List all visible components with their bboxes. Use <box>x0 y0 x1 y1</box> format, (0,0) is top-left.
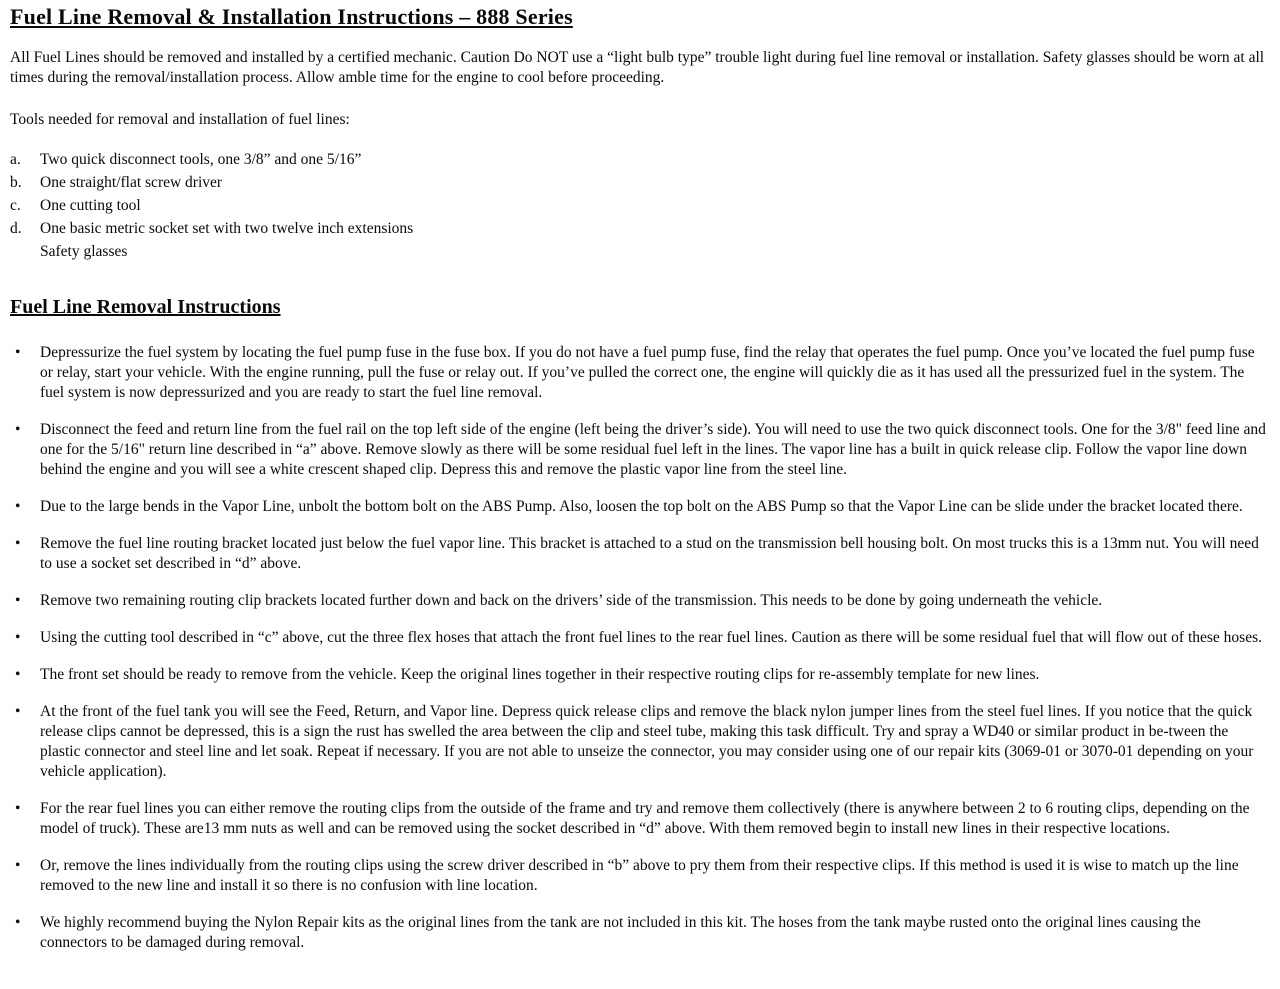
step-item <box>10 534 1266 574</box>
bullet-icon: • <box>15 629 21 646</box>
step-item <box>10 799 1266 839</box>
step-text: Remove two remaining routing clip brackets located further down and back on the drivers’ side of the transmission. This needs to be done by going underneath the vehicle. <box>40 592 1103 609</box>
tool-text: Two quick disconnect tools, one 3/8” and one 5/16” <box>40 151 362 168</box>
step-text: Disconnect the feed and return line from the fuel rail on the top left side of the engine (left being the driver’s side). You will need to use the two quick disconnect tools. One for the 3/8" feed line and one for the 5/16" return line described in “a” above. Remove slowly as there will be some residual fuel left in the lines. The vapor line has a built in quick release clip. Follow the vapor line down behind the engine and you will see a white crescent shaped clip. Depress this and remove the plastic vapor line from the steel line. <box>40 421 1266 478</box>
bullet-icon: • <box>15 857 21 874</box>
step-text: We highly recommend buying the Nylon Repair kits as the original lines from the tank are not included in this kit. The hoses from the tank maybe rusted onto the original lines causing the connectors to be damaged during removal. <box>40 914 1201 951</box>
page-title: Fuel Line Removal & Installation Instructions – 888 Series <box>10 4 573 29</box>
bullet-icon: • <box>15 800 21 817</box>
tool-item <box>10 173 1266 193</box>
step-item <box>10 497 1266 517</box>
tool-continuation: Safety glasses <box>40 243 128 260</box>
step-text: Or, remove the lines individually from the routing clips using the screw driver described in “b” above to pry them from their respective clips. If this method is used it is wise to match up the line removed to the new line and install it so there is no confusion with line location. <box>40 857 1239 894</box>
step-item <box>10 343 1266 403</box>
tool-item <box>10 196 1266 216</box>
tool-marker: b. <box>10 174 22 191</box>
document-page <box>10 4 1266 953</box>
step-text: For the rear fuel lines you can either remove the routing clips from the outside of the frame and try and remove them collectively (there is anywhere between 2 to 6 routing clips, depending on the model of truck). These are13 mm nuts as well and can be removed using the socket described in “d” above. With them removed begin to install new lines in their respective locations. <box>40 800 1250 837</box>
bullet-icon: • <box>15 703 21 720</box>
tool-text: One straight/flat screw driver <box>40 174 223 191</box>
tools-list <box>10 150 1266 262</box>
step-text: Depressurize the fuel system by locating the fuel pump fuse in the fuse box. If you do not have a fuel pump fuse, find the relay that operates the fuel pump. Once you’ve located the fuel pump fuse or relay, start your vehicle. With the engine running, pull the fuse or relay out. If you’ve pulled the correct one, the engine will quickly die as it has used all the pressurized fuel in the system. The fuel system is now depressurized and you are ready to start the fuel line removal. <box>40 344 1255 401</box>
step-item <box>10 665 1266 685</box>
bullet-icon: • <box>15 344 21 361</box>
intro-paragraph: All Fuel Lines should be removed and installed by a certified mechanic. Caution Do NOT use a “light bulb type” trouble light during fuel line removal or installation. Safety glasses should be worn at all times during the removal/installation process. Allow amble time for the engine to cool before proceeding. <box>10 49 1265 86</box>
step-text: At the front of the fuel tank you will see the Feed, Return, and Vapor line. Depress quick release clips and remove the black nylon jumper lines from the steel fuel lines. If you notice that the quick release clips cannot be depressed, this is a sign the rust has swelled the area between the clip and steel tube, making this task difficult. Try and spray a WD40 or similar product in be-tween the plastic connector and steel line and let soak. Repeat if necessary. If you are not able to unseize the connector, you may consider using one of our repair kits (3069-01 or 3070-01 depending on your vehicle application). <box>40 703 1254 780</box>
bullet-icon: • <box>15 498 21 515</box>
step-text: Remove the fuel line routing bracket located just below the fuel vapor line. This bracket is attached to a stud on the transmission bell housing bolt. On most trucks this is a 13mm nut. You will need to use a socket set described in “d” above. <box>40 535 1259 572</box>
step-item <box>10 591 1266 611</box>
bullet-icon: • <box>15 592 21 609</box>
tool-text: One basic metric socket set with two twelve inch extensions <box>40 220 414 237</box>
step-item <box>10 856 1266 896</box>
step-text: Due to the large bends in the Vapor Line, unbolt the bottom bolt on the ABS Pump. Also, loosen the top bolt on the ABS Pump so that the Vapor Line can be slide under the bracket located there. <box>40 498 1243 515</box>
bullet-icon: • <box>15 666 21 683</box>
step-text: The front set should be ready to remove from the vehicle. Keep the original lines together in their respective routing clips for re-assembly template for new lines. <box>40 666 1040 683</box>
step-item <box>10 628 1266 648</box>
step-item <box>10 702 1266 782</box>
tool-item <box>10 219 1266 239</box>
bullet-icon: • <box>15 914 21 931</box>
step-text: Using the cutting tool described in “c” above, cut the three flex hoses that attach the front fuel lines to the rear fuel lines. Caution as there will be some residual fuel that will flow out of these hoses. <box>40 629 1262 646</box>
tool-text: One cutting tool <box>40 197 141 214</box>
step-item <box>10 913 1266 953</box>
tool-marker: c. <box>10 197 21 214</box>
bullet-icon: • <box>15 535 21 552</box>
tools-heading: Tools needed for removal and installation of fuel lines: <box>10 111 350 128</box>
section-heading-removal: Fuel Line Removal Instructions <box>10 296 281 318</box>
tool-marker: d. <box>10 220 22 237</box>
bullet-icon: • <box>15 421 21 438</box>
steps-list <box>10 343 1266 953</box>
tool-marker: a. <box>10 151 21 168</box>
step-item <box>10 420 1266 480</box>
tool-item <box>10 150 1266 170</box>
